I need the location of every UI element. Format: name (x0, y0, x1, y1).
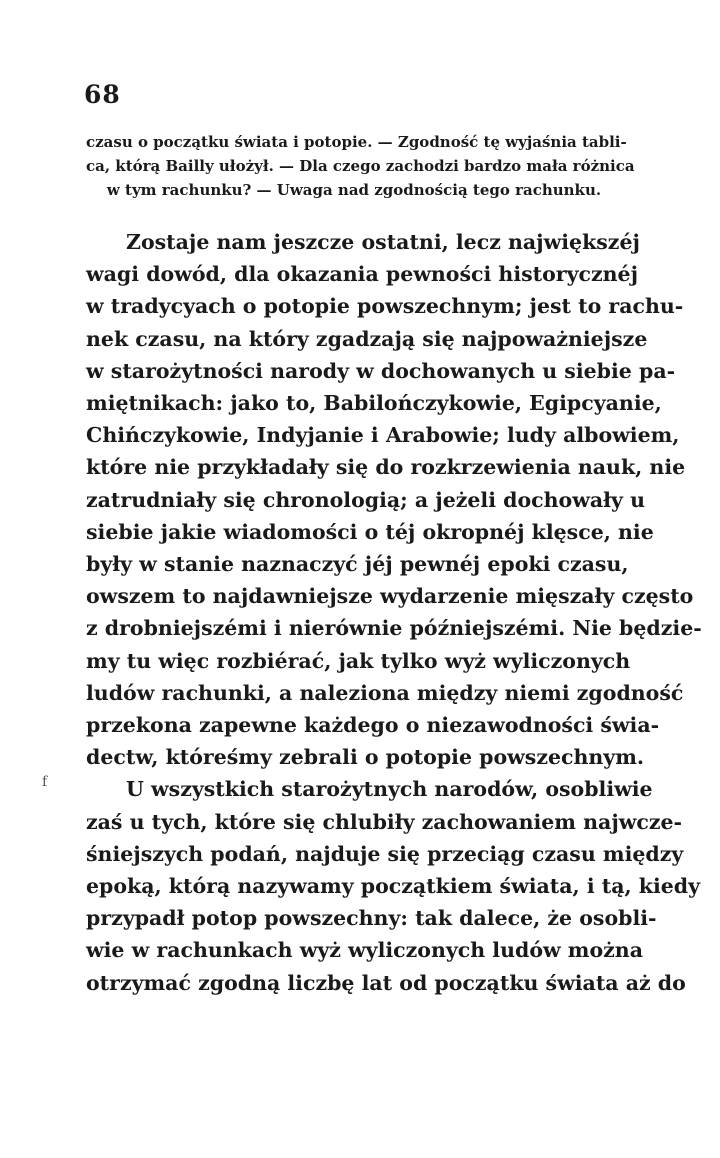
paragraph-line: były w stanie naznaczyć jéj pewnéj epoki czasu, (86, 552, 629, 577)
paragraph-line: śniejszych podań, najduje się przeciąg czasu między (86, 841, 684, 866)
paragraph-line: epoką, którą nazywamy początkiem świata, i tą, kiedy (86, 874, 701, 899)
summary-line: czasu o początku świata i potopie. — Zgodność tę wyjaśnia tabli- (86, 133, 627, 151)
paragraph-line: ludów rachunki, a naleziona między niemi zgodność (86, 680, 684, 705)
body-text (86, 226, 702, 999)
paragraph-line: miętnikach: jako to, Babilończykowie, Egipcyanie, (86, 391, 662, 416)
paragraph-line: wie w rachunkach wyż wyliczonych ludów można (86, 938, 643, 963)
paragraph-line: przypadł potop powszechny: tak dalece, że osobli- (86, 906, 657, 931)
chapter-summary (86, 130, 635, 202)
paragraph-line: przekona zapewne każdego o niezawodności świa- (86, 713, 660, 738)
paragraph-line: wagi dowód, dla okazania pewności historycznéj (86, 262, 638, 287)
page-number: 68 (84, 80, 121, 109)
paragraph-line: które nie przykładały się do rozkrzewienia nauk, nie (86, 455, 686, 480)
paragraph-line: Chińczykowie, Indyjanie i Arabowie; ludy albowiem, (86, 423, 680, 448)
paragraph-line: dectw, któreśmy zebrali o potopie powszechnym. (86, 745, 645, 770)
paragraph-line: U wszystkich starożytnych narodów, osobliwie (126, 777, 653, 802)
summary-line: w tym rachunku? — Uwaga nad zgodnością tego rachunku. (106, 181, 602, 199)
paragraph-line: otrzymać zgodną liczbę lat od początku świata aż do (86, 970, 686, 995)
paragraph-line: w tradycyach o potopie powszechnym; jest to rachu- (86, 294, 684, 319)
paragraph-line: nek czasu, na który zgadzają się najpoważniejsze (86, 326, 648, 351)
margin-mark: f (42, 774, 48, 790)
paragraph-line: my tu więc rozbiérać, jak tylko wyż wyliczonych (86, 648, 631, 673)
paragraph-line: siebie jakie wiadomości o téj okropnéj klęsce, nie (86, 519, 654, 544)
paragraph-line: Zostaje nam jeszcze ostatni, lecz największéj (126, 230, 640, 254)
paragraph-line: zatrudniały się chronologią; a jeżeli dochowały u (86, 487, 645, 512)
paragraph-line: z drobniejszémi i nierównie późniejszémi. Nie będzie- (86, 616, 702, 641)
paragraph-line: owszem to najdawniejsze wydarzenie mięszały często (86, 584, 694, 609)
summary-line: ca, którą Bailly ułożył. — Dla czego zachodzi bardzo mała różnica (86, 157, 635, 175)
paragraph-line: zaś u tych, które się chlubiły zachowaniem najwcze- (86, 809, 683, 834)
paragraph-line: w starożytności narody w dochowanych u siebie pa- (86, 358, 676, 383)
